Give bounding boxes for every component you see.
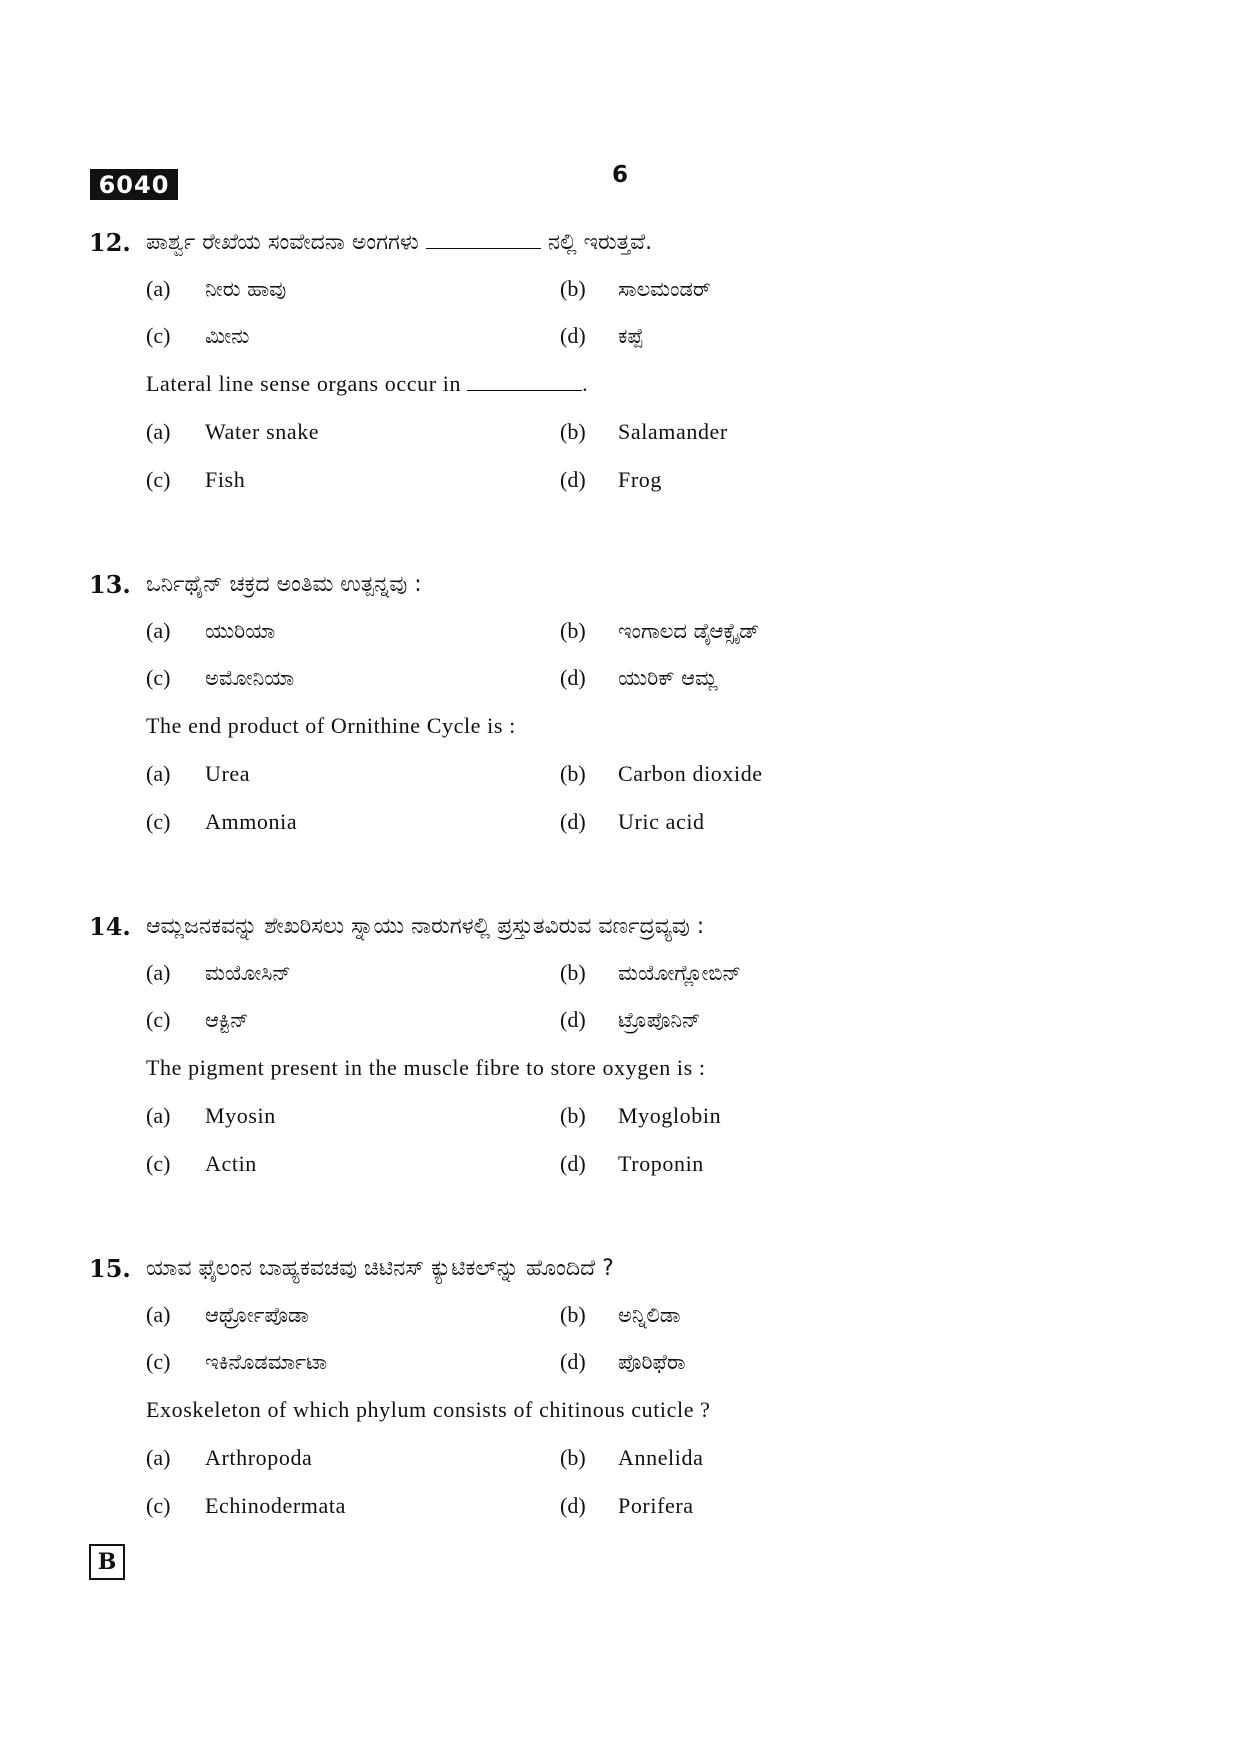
option-label: (a) [146, 276, 171, 301]
option-label: (c) [146, 809, 171, 834]
option-text: Uric acid [618, 809, 705, 834]
question-text-english: The end product of Ornithine Cycle is : [146, 713, 516, 738]
option-label: (b) [560, 1445, 586, 1470]
option-label: (d) [560, 665, 586, 690]
option-label: (d) [560, 1349, 586, 1374]
option-label: (c) [146, 467, 171, 492]
option-text: Urea [205, 761, 251, 786]
question-text-part: . [582, 371, 589, 396]
option-text: Fish [205, 467, 246, 492]
question-text-kannada [146, 226, 652, 260]
option-label: (a) [146, 419, 171, 444]
question-text-kannada: ಒರ್ನಿಥೈನ್ ಚಕ್ರದ ಅಂತಿಮ ಉತ್ಪನ್ನವು : [146, 572, 422, 597]
option-text: ಪೊರಿಫೆರಾ [618, 1350, 686, 1374]
page-number: 6 [611, 162, 628, 188]
question-text-part: ನಲ್ಲಿ ಇರುತ್ತವೆ. [547, 230, 653, 255]
option-text: Arthropoda [205, 1445, 313, 1470]
option-label: (d) [560, 467, 586, 492]
option-text: Carbon dioxide [618, 761, 763, 786]
option-label: (c) [146, 1349, 171, 1374]
question-text-kannada: ಯಾವ ಫೈಲಂನ ಬಾಹ್ಯಕವಚವು ಚಿಟಿನಸ್ ಕ್ಯುಟಿಕಲ್‌ನ್ನು ಹೊಂದಿದೆ ? [146, 1256, 614, 1281]
option-text: Salamander [618, 419, 728, 444]
paper-code-badge: 6040 [90, 169, 178, 200]
option-text: ಮಯೋಸಿನ್ [205, 961, 291, 985]
option-text: Actin [205, 1151, 257, 1176]
question-text-english: Exoskeleton of which phylum consists of chitinous cuticle ? [146, 1397, 711, 1422]
fill-blank [426, 226, 541, 249]
option-text: ಅಮೋನಿಯಾ [205, 666, 295, 690]
option-text: Echinodermata [205, 1493, 346, 1518]
option-text: ಯುರಿಯಾ [205, 619, 276, 643]
question-text-part: ಪಾರ್ಶ್ವ ರೇಖೆಯ ಸಂವೇದನಾ ಅಂಗಗಳು [146, 230, 419, 255]
option-text: Myosin [205, 1103, 276, 1128]
question-number: 12. [89, 228, 131, 257]
option-label: (a) [146, 618, 171, 643]
option-label: (a) [146, 761, 171, 786]
option-label: (b) [560, 618, 586, 643]
question-text-part: Lateral line sense organs occur in [146, 371, 462, 396]
option-text: ಇಕಿನೊಡರ್ಮಾಟಾ [205, 1350, 328, 1374]
option-label: (d) [560, 1007, 586, 1032]
option-text: ಆಕ್ಟಿನ್ [205, 1008, 249, 1032]
option-label: (b) [560, 1103, 586, 1128]
option-text: ಅನ್ನಿಲಿಡಾ [618, 1303, 681, 1327]
option-text: ಮೀನು [205, 324, 250, 348]
option-text: Troponin [618, 1151, 704, 1176]
option-text: Myoglobin [618, 1103, 722, 1128]
option-text: ಮಯೋಗ್ಲೋಬಿನ್ [618, 961, 742, 985]
question-number: 13. [89, 570, 131, 599]
option-text: ಯುರಿಕ್ ಆಮ್ಲ [618, 666, 718, 690]
option-label: (a) [146, 1445, 171, 1470]
booklet-set-label: B [89, 1544, 125, 1580]
option-text: ನೀರು ಹಾವು [205, 277, 287, 301]
option-label: (c) [146, 1007, 171, 1032]
question-text-english [146, 367, 588, 401]
option-label: (a) [146, 1103, 171, 1128]
question-text-kannada: ಆಮ್ಲಜನಕವನ್ನು ಶೇಖರಿಸಲು ಸ್ನಾಯು ನಾರುಗಳಲ್ಲಿ ಪ್ರಸ್ತುತವಿರುವ ವರ್ಣದ್ರವ್ಯವು : [146, 914, 705, 939]
option-label: (b) [560, 1302, 586, 1327]
question-text-english: The pigment present in the muscle fibre to store oxygen is : [146, 1055, 706, 1080]
option-label: (c) [146, 1151, 171, 1176]
option-label: (c) [146, 1493, 171, 1518]
option-text: ಕಪ್ಪೆ [618, 324, 644, 348]
option-text: Porifera [618, 1493, 694, 1518]
option-label: (d) [560, 1151, 586, 1176]
option-text: Water snake [205, 419, 320, 444]
option-label: (c) [146, 665, 171, 690]
question-number: 15. [89, 1254, 131, 1283]
option-text: ಇಂಗಾಲದ ಡೈಆಕ್ಸೈಡ್ [618, 619, 760, 643]
option-text: ಸಾಲಮಂಡರ್ [618, 277, 711, 301]
option-label: (a) [146, 1302, 171, 1327]
option-label: (c) [146, 323, 171, 348]
option-label: (b) [560, 419, 586, 444]
option-label: (d) [560, 323, 586, 348]
option-text: Annelida [618, 1445, 704, 1470]
question-number: 14. [89, 912, 131, 941]
option-label: (b) [560, 960, 586, 985]
option-label: (b) [560, 276, 586, 301]
option-text: ಟ್ರೊಪೊನಿನ್ [618, 1008, 701, 1032]
fill-blank [467, 368, 582, 391]
option-text: Ammonia [205, 809, 298, 834]
option-text: Frog [618, 467, 662, 492]
option-label: (d) [560, 1493, 586, 1518]
option-text: ಆರ್ಥ್ರೋಪೊಡಾ [205, 1303, 309, 1327]
option-label: (a) [146, 960, 171, 985]
option-label: (d) [560, 809, 586, 834]
option-label: (b) [560, 761, 586, 786]
